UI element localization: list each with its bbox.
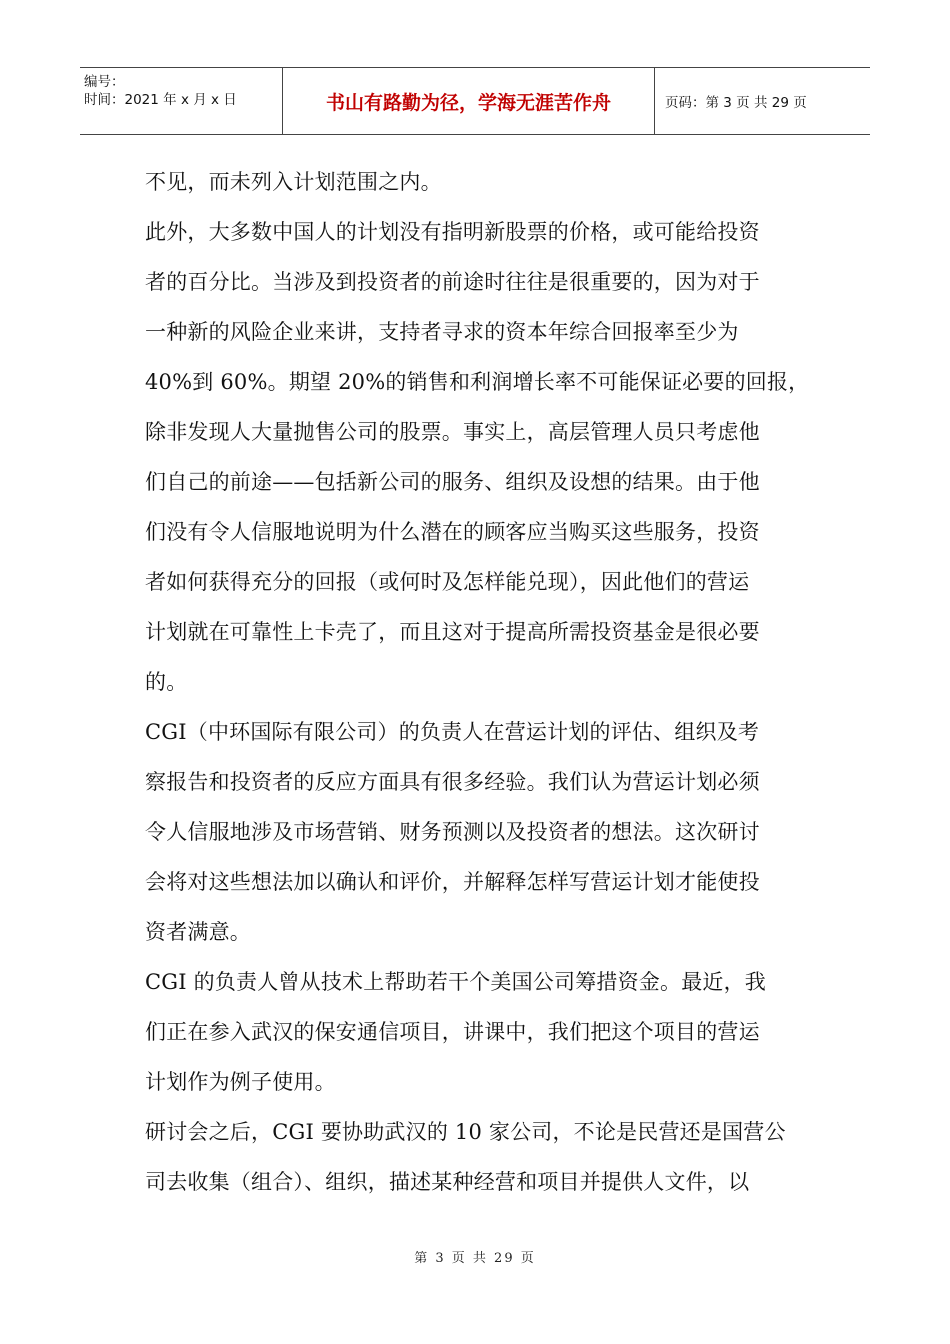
body-line: 们自己的前途——包括新公司的服务、组织及设想的结果。由于他	[145, 470, 760, 494]
body-line: 司去收集（组合）、组织，描述某种经营和项目并提供人文件，以	[145, 1170, 750, 1194]
body-line: 此外，大多数中国人的计划没有指明新股票的价格，或可能给投资	[145, 220, 760, 244]
body-line: 计划就在可靠性上卡壳了，而且这对于提高所需投资基金是很必要	[145, 620, 760, 644]
body-line: 研讨会之后，CGI 要协助武汉的 10 家公司，不论是民营还是国营公	[145, 1120, 786, 1144]
body-line: 察报告和投资者的反应方面具有很多经验。我们认为营运计划必须	[145, 770, 760, 794]
body-line: 40%到 60%。期望 20%的销售和利润增长率不可能保证必要的回报，	[145, 370, 810, 394]
body-line: 者的百分比。当涉及到投资者的前途时往往是很重要的，因为对于	[145, 270, 760, 294]
body-line: CGI（中环国际有限公司）的负责人在营运计划的评估、组织及考	[145, 720, 760, 744]
header-motto-cell	[283, 68, 655, 134]
page-footer	[0, 1247, 950, 1266]
document-number-label: 编号：	[84, 74, 125, 90]
body-line: 令人信服地涉及市场营销、财务预测以及投资者的想法。这次研讨	[145, 820, 760, 844]
body-line: 们正在参入武汉的保安通信项目，讲课中，我们把这个项目的营运	[145, 1020, 760, 1044]
body-line: 除非发现人大量抛售公司的股票。事实上，高层管理人员只考虑他	[145, 420, 760, 444]
header-page-cell	[655, 68, 870, 134]
body-line: 们没有令人信服地说明为什么潜在的顾客应当购买这些服务，投资	[145, 520, 760, 544]
document-body	[145, 157, 810, 1207]
header-motto: 书山有路勤为径，学海无涯苦作舟	[325, 91, 611, 114]
header-page-info: 页码：第 3 页 共 29 页	[665, 95, 807, 111]
body-line: 会将对这些想法加以确认和评价，并解释怎样写营运计划才能使投	[145, 870, 760, 894]
body-line: 的。	[145, 670, 188, 694]
body-line: 资者满意。	[145, 920, 251, 944]
body-line: 者如何获得充分的回报（或何时及怎样能兑现），因此他们的营运	[145, 570, 750, 594]
header-meta-cell	[80, 68, 283, 134]
body-line: 一种新的风险企业来讲，支持者寻求的资本年综合回报率至少为	[145, 320, 739, 344]
page-header	[80, 67, 870, 135]
body-line: 计划作为例子使用。	[145, 1070, 336, 1094]
body-line: CGI 的负责人曾从技术上帮助若干个美国公司筹措资金。最近，我	[145, 970, 767, 994]
body-line: 不见，而未列入计划范围之内。	[145, 170, 442, 194]
footer-page-number: 第 3 页 共 29 页	[414, 1251, 536, 1266]
document-date: 时间：2021 年 x 月 x 日	[84, 92, 237, 108]
